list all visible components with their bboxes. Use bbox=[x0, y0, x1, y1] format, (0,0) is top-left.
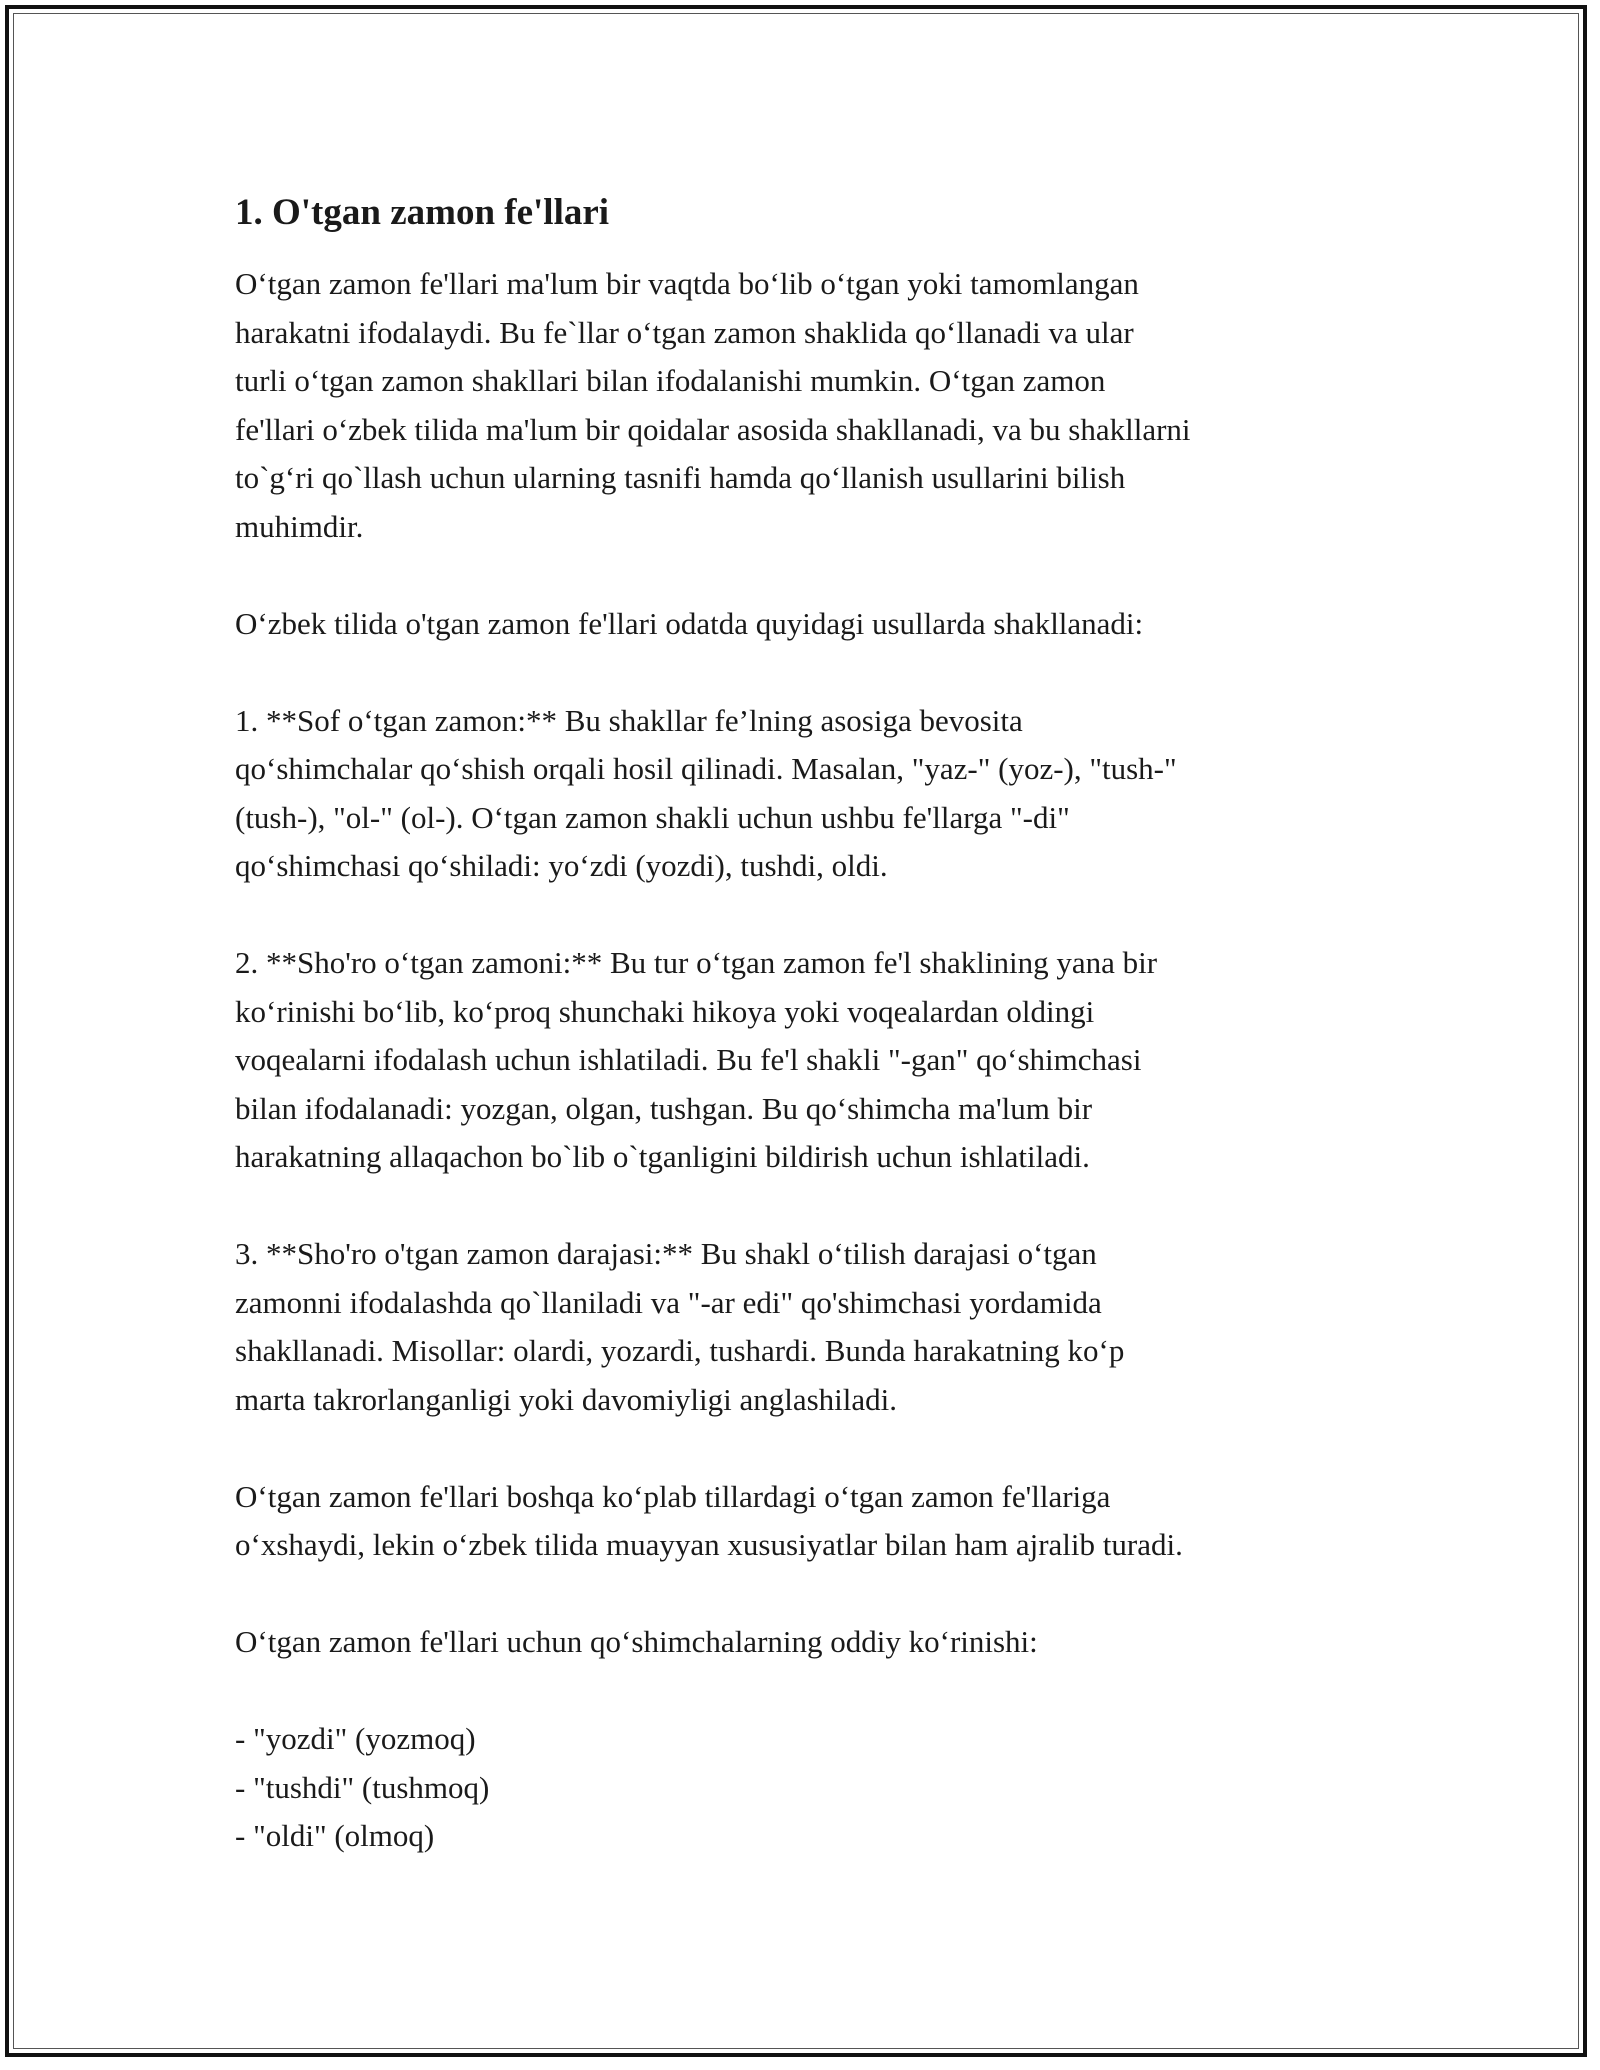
list-item: - "oldi" (olmoq) bbox=[235, 1818, 435, 1853]
list-item: - "yozdi" (yozmoq) bbox=[235, 1721, 476, 1756]
paragraph-item-1: 1. **Sof o‘tgan zamon:** Bu shakllar fe’lning asosiga bevosita qo‘shimchalar qo‘shish orqali hosil qilinadi. Masalan, "yaz-" (yoz-), "tush-" (tush-), "ol-" (ol-). O‘tgan zamon shakli uchun ushbu fe'llarga "-di" qo‘shimchasi qo‘shiladi: yo‘zdi (yozdi), tushdi, oldi. bbox=[235, 702, 1177, 883]
paragraph-item-3: 3. **Sho'ro o'tgan zamon darajasi:** Bu shakl o‘tilish darajasi o‘tgan zamonni ifodalashda qo`llaniladi va "-ar edi" qo'shimchasi yordamida shakllanadi. Misollar: olardi, yozardi, tushardi. Bunda harakatning ko‘p marta takrorlanganligi yoki davomiyligi anglashiladi. bbox=[235, 1236, 1125, 1417]
list-item: - "tushdi" (tushmoq) bbox=[235, 1769, 490, 1805]
paragraph-formation-lead: O‘zbek tilida o'tgan zamon fe'llari odatda quyidagi usullarda shakllanadi: bbox=[235, 605, 1144, 641]
paragraph-intro: O‘tgan zamon fe'llari ma'lum bir vaqtda bo‘lib o‘tgan yoki tamomlangan harakatni ifodalaydi. Bu fe`llar o‘tgan zamon shaklida qo‘llanadi va ular turli o‘tgan zamon shakllari bilan ifodalanishi mumkin. O‘tgan zamon fe'llari o‘zbek tilida ma'lum bir qoidalar asosida shakllanadi, va bu shakllarni to`g‘ri qo`llash uchun ularning tasnifi hamda qo‘llanish usullarini bilish muhimdir. bbox=[235, 266, 1191, 544]
examples-list bbox=[235, 1715, 1365, 1861]
paragraph-comparison: O‘tgan zamon fe'llari boshqa ko‘plab tillardagi o‘tgan zamon fe'llariga o‘xshaydi, lekin o‘zbek tilida muayyan xususiyatlar bilan ham ajralib turadi. bbox=[235, 1478, 1183, 1562]
paragraph-item-2: 2. **Sho'ro o‘tgan zamoni:** Bu tur o‘tgan zamon fe'l shaklining yana bir ko‘rinishi bo‘lib, ko‘proq shunchaki hikoya yoki voqealardan oldingi voqealarni ifodalash uchun ishlatiladi. Bu fe'l shakli "-gan" qo‘shimchasi bilan ifodalanadi: yozgan, olgan, tushgan. Bu qo‘shimcha ma'lum bir harakatning allaqachon bo`lib o`tganligini bildirish uchun ishlatiladi. bbox=[235, 945, 1158, 1174]
document-body bbox=[235, 186, 1365, 1861]
page-title: 1. O'tgan zamon fe'llari bbox=[235, 192, 610, 233]
paragraph-examples-lead: O‘tgan zamon fe'llari uchun qo‘shimchalarning oddiy ko‘rinishi: bbox=[235, 1624, 1038, 1659]
